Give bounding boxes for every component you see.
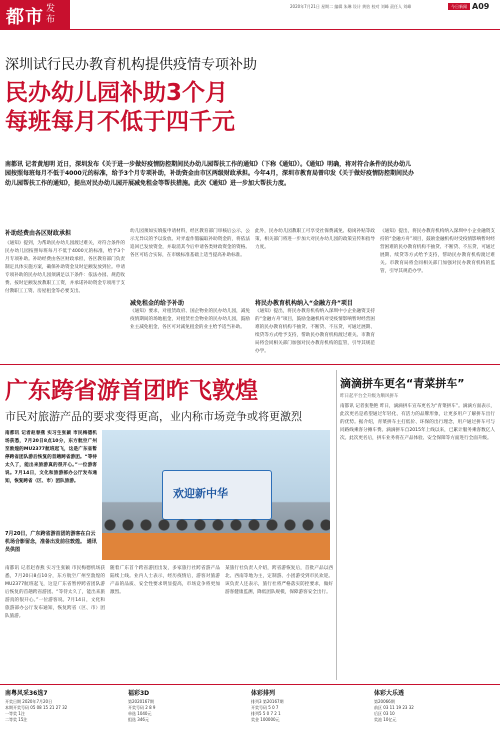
story1-col3: 《通知》要求，对租赁政府、国企物业的民办幼儿园，减免疫情期间的场地租金，对租赁社会物业的民办幼儿园，鼓励业主减免租金，各区可对减免租金的业主给予适当补助。 (130, 309, 250, 330)
story2-col1: 南都讯 记者赵春燕 实习生张颖 市民梅德机场获悉，7月20日8点10分，东方航空广州至敦煌的MU2377航班起飞，这是广东省暂停跨省团队游后恢复的首趟跨省游团。“等待太久了，能出来旅游真的很开心。”一位游客说。7月14日，文化和旅游部办公厅发布通知，恢复跨省（区、市）团队旅游。 (5, 566, 105, 619)
photo-caption: 7月20日，广东跨省游首团的游客在白云机场合影留念，准备出发前往敦煌。 通讯员供图 (5, 531, 97, 553)
lottery-box (251, 688, 366, 748)
lottery-box (128, 688, 243, 748)
story1-col4: 此外，民办幼儿园教职工可享受社保费减免、稳岗补贴等政策，相关部门将进一步加大对民办幼儿园的政策宣传和指导力度。 (255, 229, 375, 250)
story1-section3-title: 将民办教育机构纳入“金融方舟”项目 (255, 300, 353, 307)
story1-headline-line2: 每班每月不低于四千元 (5, 109, 235, 135)
lottery-line: 第20066期 (374, 699, 395, 704)
page-number: A09 (472, 2, 490, 11)
lottery-box (374, 688, 494, 748)
lottery-line: 第2020167期 (128, 699, 154, 704)
sidebar-subhead: 昨日起平台全升级为顺风拼车 (340, 394, 399, 399)
story1-col5: 《通知》提出，将民办教育机构纳入深圳中小企业融资支持的“金融方舟”项目，鼓励金融机构对受疫情影响暂时经营困难的民办教育机构不抽贷、不断贷、不压贷，可通过展期、续贷等方式给予支持，帮助民办教育机构渡过难关。市教育局将会同相关部门加强对民办教育机构的监管，引导其规范办学。 (255, 309, 375, 354)
lottery-line: 后区 03 10 (374, 711, 395, 716)
story1-col1: 《通知》提到，为帮助民办幼儿园渡过难关，对符合条件的民办幼儿园按照每班每月不低于4000元的标准，给予3个月专项补助。补助经费由各区财政承担，各区教育部门负责制定具体实施方案，确保补助资金及时足额发放到位。申请专项补助的民办幼儿园须满足以下条件：依法办园、规范收费、按时足额发放教职工工资，并承诺补助资金专项用于支付教职工工资、房屋租金等必要支出。 (5, 241, 125, 294)
masthead-badge: 今日新闻 (448, 3, 470, 10)
masthead-info: 2020年7月21日 星期二 编辑 朱琳 设计 黄怡 校对 刘峰 责任人 刘峰 (290, 4, 412, 9)
lottery-line: 本期开奖号码 05 08 15 21 27 32 (5, 705, 68, 710)
lottery-line: 二等奖 15注 (5, 717, 28, 722)
lottery-title: 体彩排列 (251, 690, 276, 697)
lottery-line: 开奖日期 2020年7月20日 (5, 699, 53, 704)
lottery-line: 排列3 第20167期 (251, 699, 284, 704)
story2-col3: 某旅行社负责人介绍，跨省游恢复后，首批产品以西北、西南等地为主，定制游、小团游受到市民欢迎。该负责人还表示，旅行社将严格落实防控要求，做好游客健康监测，降低团队规模，保障游客安全出行。 (225, 566, 333, 595)
lottery-line: 前区 03 11 19 23 32 (374, 705, 414, 710)
story1-section1-title: 补助经费由各区财政承担 (5, 230, 72, 237)
story1-kicker: 深圳试行民办教育机构提供疫情专项补助 (5, 57, 257, 73)
story2-subhead: 市民对旅游产品的要求变得更高，业内称市场竞争或将更激烈 (5, 410, 302, 423)
section-subtitle: 发布 (46, 4, 56, 25)
lottery-line: 开奖号码 2 8 9 (128, 705, 156, 710)
sidebar-body: 南都讯 记者张艳艳 昨日，滴滴拼车宣布更名为“青菜拼车”。滴滴方面表示，此次更名是希望通过年轻化、有活力的品牌形象，让更多用户了解拼车出行的优势。据介绍，青菜拼车主打低价、环保的出行理念，用户通过拼车可与同路线乘客分摊车费。滴滴拼车自2015年上线以来，已累计服务乘客数亿人次。此次更名后，拼车业务将在产品体验、安全保障等方面进行全面升级。 (340, 404, 495, 441)
lottery-line: 开奖号码 5 0 7 (251, 705, 279, 710)
masthead-rule (70, 29, 500, 30)
lottery-line: 奖池 10亿元 (374, 717, 397, 722)
tourist-group (102, 515, 330, 560)
story1-headline-line1: 民办幼儿园补助3个月 (5, 80, 229, 106)
story2-col2: 随着广东首个跨省游团出发，多家旅行社跨省游产品陆续上线。业内人士表示，经历疫情后，游客对旅游产品的品质、安全性要求明显提高，市场竞争将更加激烈。 (110, 566, 220, 595)
sidebar-divider (336, 370, 337, 680)
story1-col6: 《通知》提出，将民办教育机构纳入深圳中小企业融资支持的“金融方舟”项目，鼓励金融机构对受疫情影响暂时经营困难的民办教育机构不抽贷、不断贷、不压贷，可通过展期、续贷等方式给予支持，帮助民办教育机构渡过难关。市教育局将会同相关部门加强对民办教育机构的监管，引导其规范办学。 (380, 229, 495, 274)
lottery-line: 奖金 100000元 (251, 717, 280, 722)
section-title: 都市 (6, 7, 44, 28)
lottery-title: 体彩大乐透 (374, 690, 405, 697)
story2-headline: 广东跨省游首团昨飞敦煌 (5, 378, 258, 404)
lottery-box (5, 688, 120, 748)
lottery-line: 组选 346元 (128, 717, 149, 722)
group-photo (102, 430, 330, 560)
sidebar-headline: 滴滴拼车更名“青菜拼车” (340, 377, 465, 390)
lottery-line: 一等奖 1注 (5, 711, 25, 716)
welcome-banner (162, 470, 272, 520)
story1-section2-title: 减免租金的给予补助 (130, 300, 185, 307)
story2-intro: 南都讯 记者赵春燕 实习生张颖 市民梅德机场获悉，7月20日8点10分，东方航空广州至敦煌的MU2377航班起飞，这是广东省暂停跨省团队游后恢复的首趟跨省游团。“等待太久了，能出来旅游真的很开心。”一位游客说。7月14日，文化和旅游部办公厅发布通知，恢复跨省（区、市）团队旅游。 (5, 431, 97, 484)
section-divider (0, 364, 500, 365)
lottery-line: 排列5 5 0 7 2 1 (251, 711, 281, 716)
lottery-title: 福彩3D (128, 690, 150, 697)
lottery-line: 单选 1040元 (128, 711, 152, 716)
bottom-divider (0, 684, 500, 685)
banner-text: 欢迎新中华 (173, 487, 228, 500)
story1-lead: 南都讯 记者黄旭明 近日，深圳发布《关于进一步做好疫情防控期间民办幼儿园帮扶工作的通知》（下称《通知》）。《通知》明确，将对符合条件的民办幼儿园按照每班每月不低于4000元的标准，给予3个月专项补助，补助资金由市区两级财政承担。今年4月，深圳市教育局曾印发《关于做好疫情防控期间民办幼儿园帮扶工作的通知》，提出对民办幼儿园开展减免租金等帮扶措施。此次《通知》进一步加大帮扶力度。 (5, 161, 415, 187)
story1-col2: 幼儿园须如实填报申请材料，经区教育部门审核后公示，公示无异议的予以发放。对弄虚作假骗取补助资金的，将依法追回已发放资金，并取消其今后申请各类财政资金的资格。各区可结合实际，在市级标准基础上适当提高补助标准。 (130, 229, 250, 258)
lottery-title: 南粤风采36选7 (5, 690, 48, 697)
